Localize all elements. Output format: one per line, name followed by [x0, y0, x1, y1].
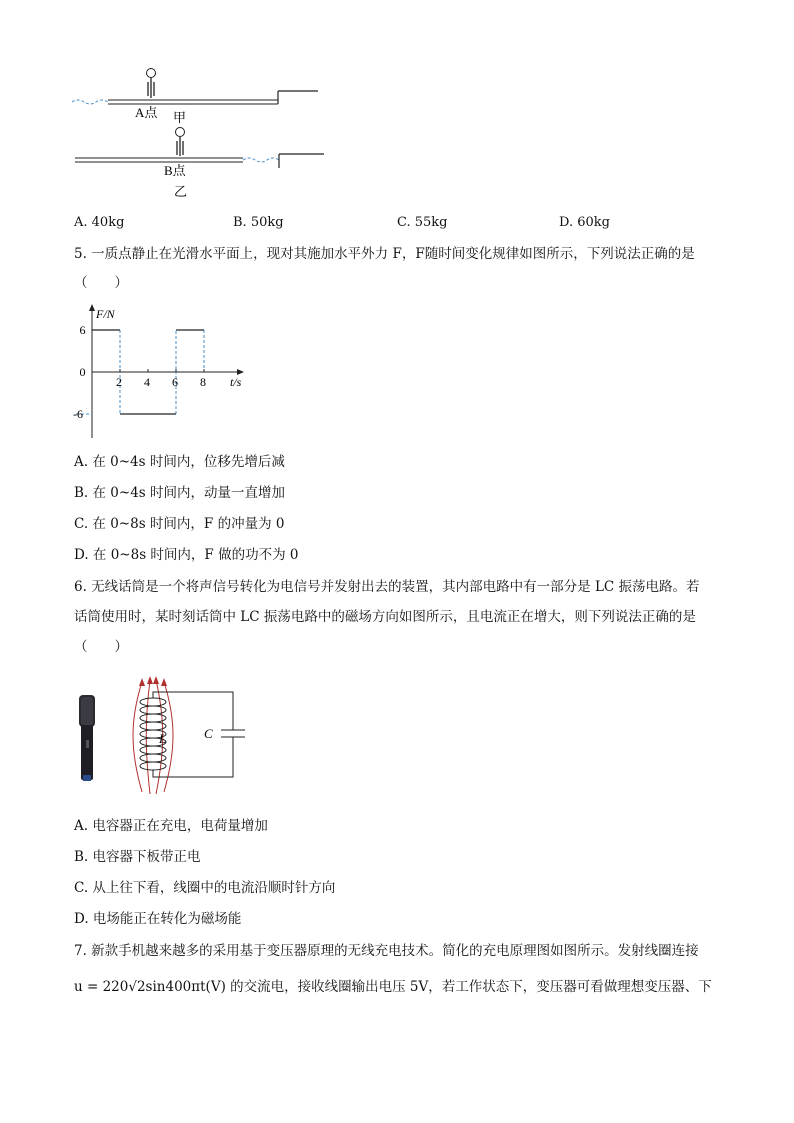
force-time-chart	[70, 300, 260, 445]
label-yi: 乙	[174, 184, 188, 199]
q4-option-a: A. 40kg	[74, 215, 125, 230]
q5-option-b: B. 在 0~4s 时间内，动量一直增加	[74, 485, 286, 501]
q5-option-d: D. 在 0~8s 时间内，F 做的功不为 0	[74, 547, 299, 563]
y-tick-label: 6	[79, 323, 86, 337]
y-axis-label: F/N	[96, 307, 115, 321]
microphone-icon	[79, 695, 95, 781]
q7-stem-line1: 7. 新款手机越来越多的采用基于变压器原理的无线充电技术。简化的充电原理图如图所示。发射线圈连接	[74, 943, 699, 959]
y-axis-arrow	[89, 304, 95, 311]
q7-stem-line2: u = 220√2sin400πt(V) 的交流电，接收线圈输出电压 5V，若工作状态下，变压器可看做理想变压器、下	[74, 979, 712, 995]
q6-option-d: D. 电场能正在转化为磁场能	[74, 911, 242, 927]
q5-option-c: C. 在 0~8s 时间内，F 的冲量为 0	[74, 516, 285, 532]
q6-option-c: C. 从上往下看，线圈中的电流沿顺时针方向	[74, 880, 336, 896]
y-tick-label: -6	[73, 407, 83, 421]
label-jia: 甲	[173, 110, 187, 125]
q6-option-a: A. 电容器正在充电，电荷量增加	[74, 818, 268, 834]
lc-circuit-figure	[70, 670, 250, 800]
q6-option-b: B. 电容器下板带正电	[74, 849, 201, 865]
label-b-point: B点	[164, 163, 186, 178]
q4-option-d: D. 60kg	[559, 215, 610, 230]
label-a-point: A点	[135, 105, 158, 120]
x-tick-label: 4	[144, 375, 150, 389]
q4-option-b: B. 50kg	[233, 215, 284, 230]
q5-stem-line2: （ ）	[74, 275, 128, 291]
q4-option-c: C. 55kg	[397, 215, 448, 230]
walkway-figure	[60, 60, 340, 205]
q5-stem-line1: 5. 一质点静止在光滑水平面上，现对其施加水平外力 F，F随时间变化规律如图所示，下列说法正确的是	[74, 246, 695, 262]
x-tick-label: 8	[200, 375, 206, 389]
inductor-label: L	[159, 731, 167, 746]
x-tick-label: 2	[116, 375, 122, 389]
y-tick-label: 0	[79, 365, 86, 379]
x-tick-label: 6	[172, 375, 178, 389]
q5-option-a: A. 在 0~4s 时间内，位移先增后减	[74, 454, 285, 470]
x-axis-label: t/s	[230, 375, 242, 389]
q6-stem-line1: 6. 无线话筒是一个将声信号转化为电信号并发射出去的装置，其内部电路中有一部分是 LC 振荡电路。若	[74, 579, 700, 595]
q6-stem-line2: 话筒使用时，某时刻话筒中 LC 振荡电路中的磁场方向如图所示，且电流正在增大，则下列说法正确的是	[74, 609, 696, 625]
q6-stem-line3: （ ）	[74, 639, 128, 655]
capacitor-label: C	[204, 726, 213, 741]
